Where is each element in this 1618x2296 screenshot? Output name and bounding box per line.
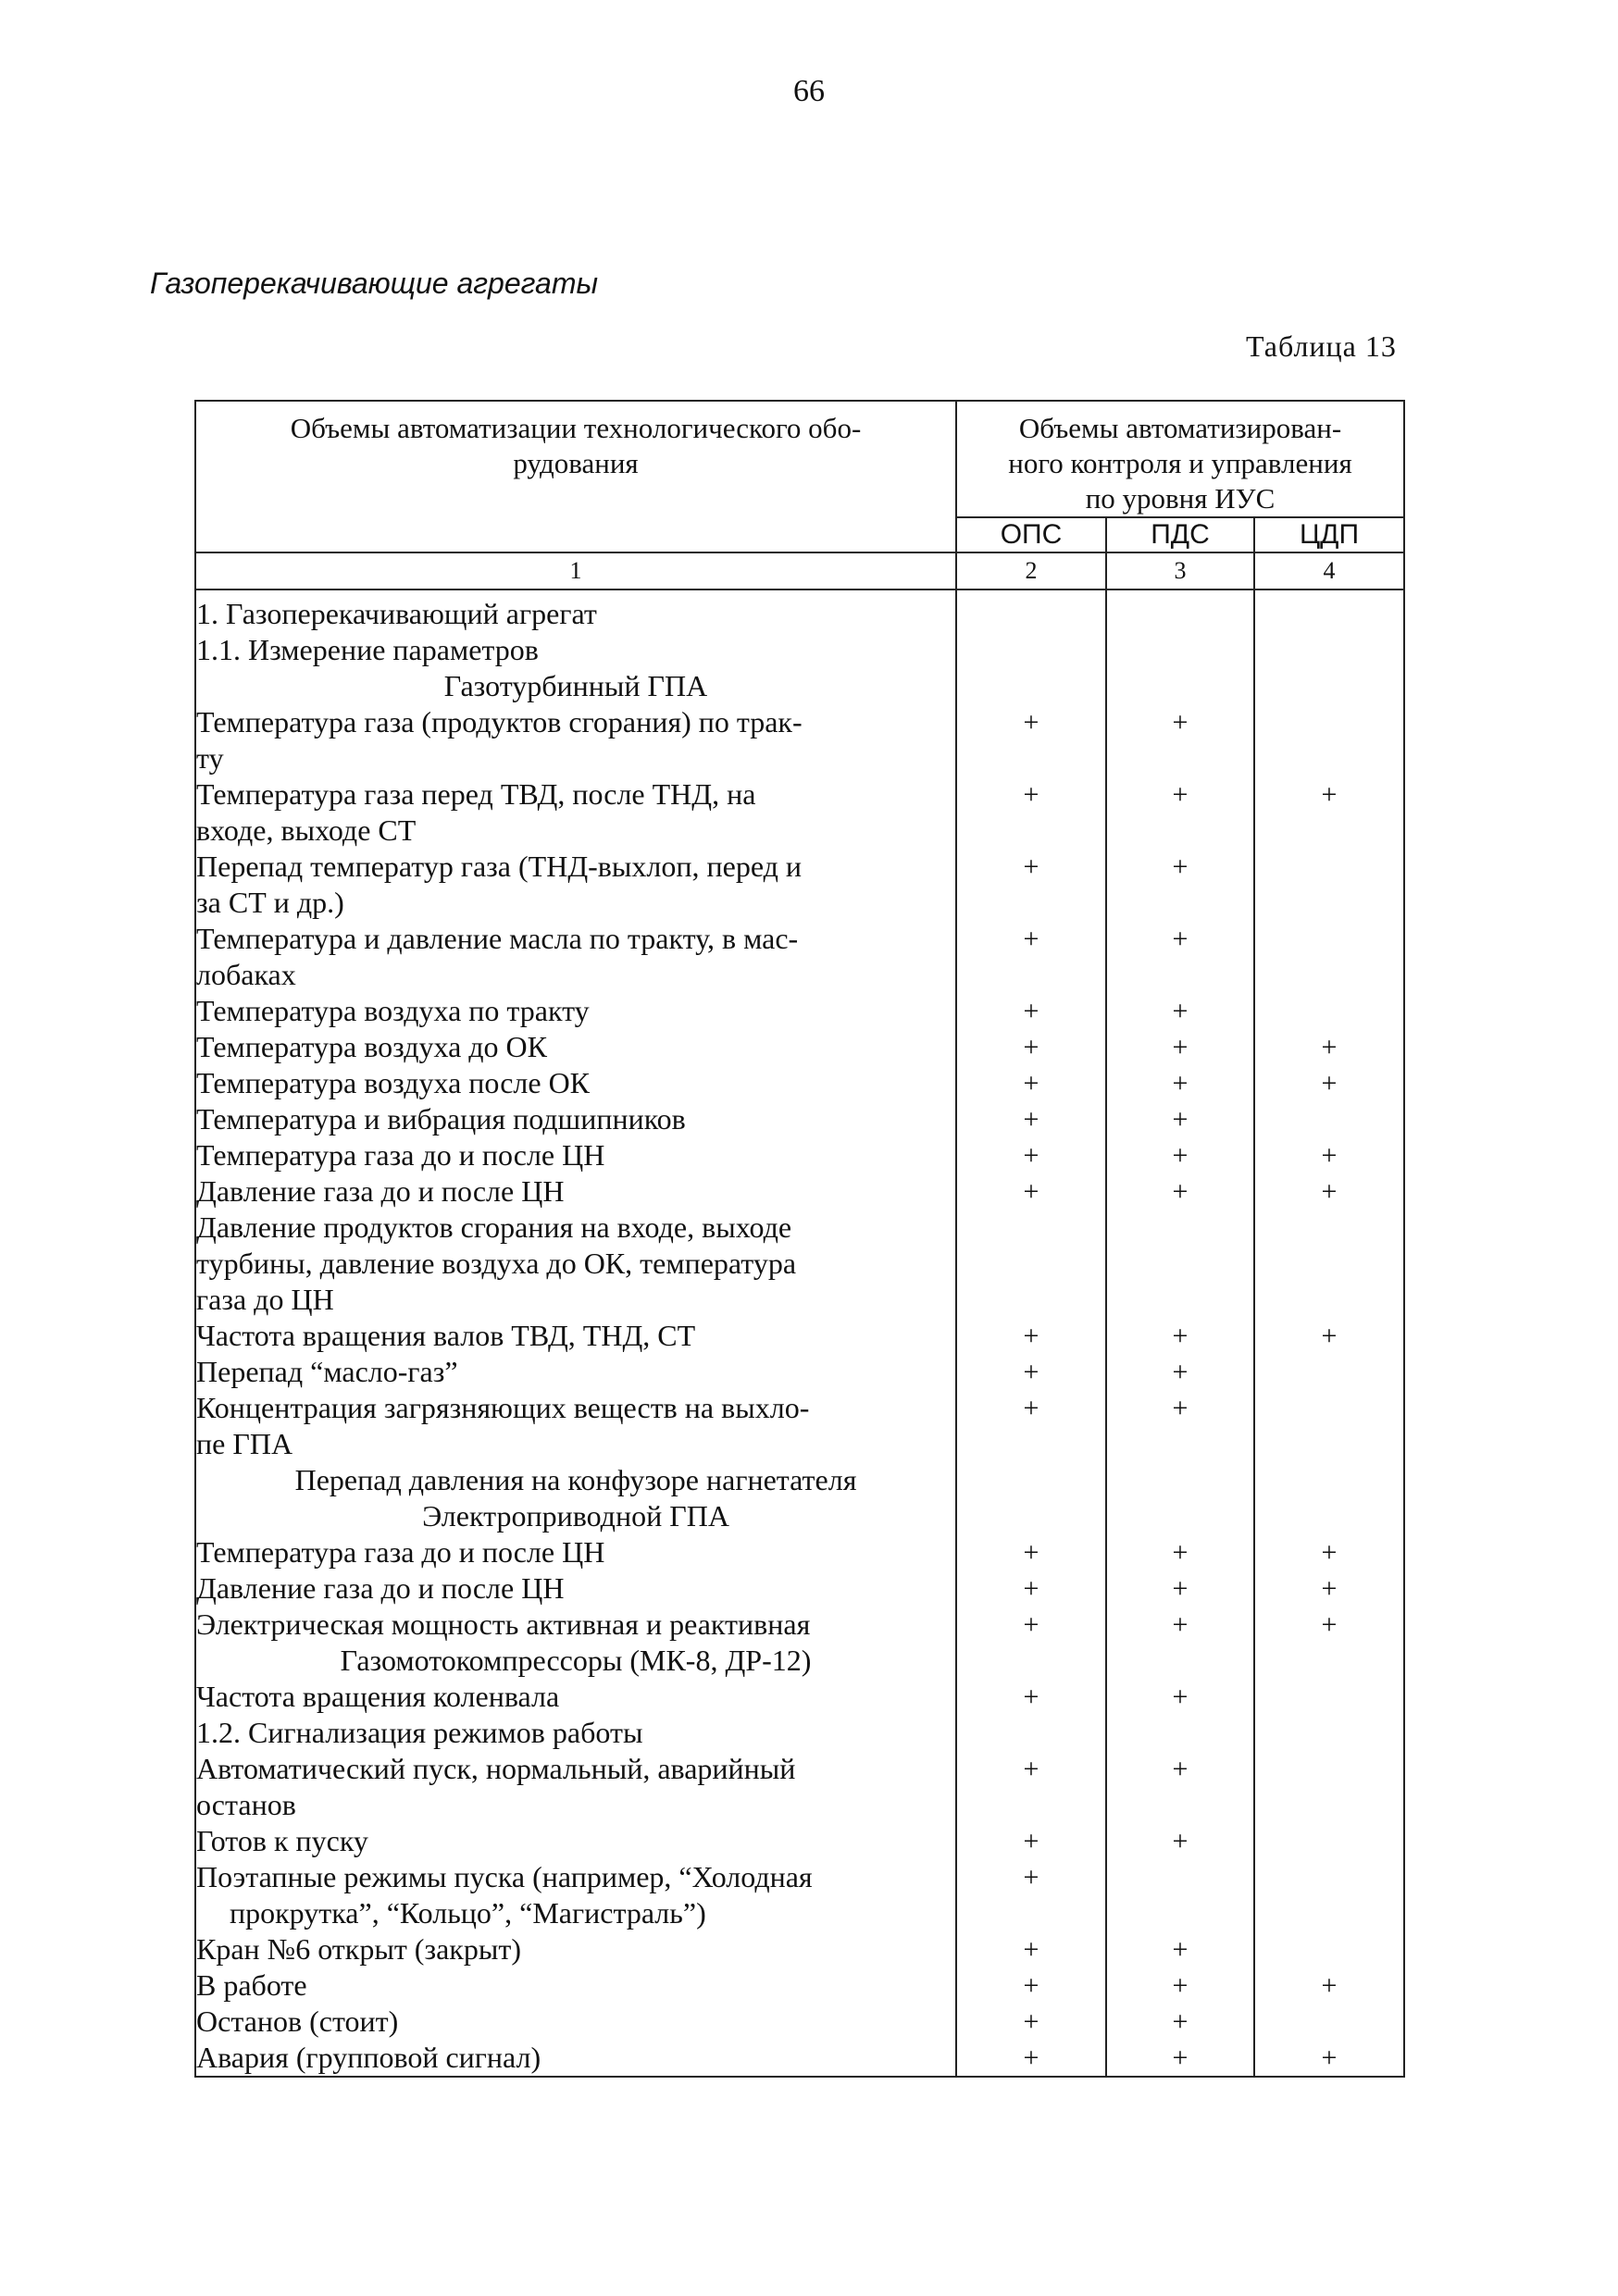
table-row <box>195 2040 1404 2077</box>
mark-ops <box>956 590 1106 632</box>
mark-ops: + <box>956 1679 1106 1715</box>
row-label <box>195 1101 956 1137</box>
row-label-line: Температура воздуха по тракту <box>196 994 590 1027</box>
mark-pds <box>1106 1498 1254 1534</box>
row-label-line: Концентрация загрязняющих веществ на выхло- <box>196 1391 810 1424</box>
row-label-line: Температура газа перед ТВД, после ТНД, на <box>196 777 756 811</box>
row-label-line: Температура газа (продуктов сгорания) по трак- <box>196 705 803 738</box>
mark-cdp <box>1254 849 1404 921</box>
mark-pds: + <box>1106 1931 1254 1967</box>
subheader-cdp: ЦДП <box>1254 517 1404 552</box>
mark-cdp <box>1254 1101 1404 1137</box>
table-row <box>195 921 1404 993</box>
mark-cdp: + <box>1254 1570 1404 1607</box>
row-label <box>195 1462 956 1498</box>
mark-pds: + <box>1106 1029 1254 1065</box>
row-label <box>195 1967 956 2004</box>
row-label <box>195 1823 956 1859</box>
mark-cdp <box>1254 921 1404 993</box>
mark-cdp <box>1254 2004 1404 2040</box>
mark-ops: + <box>956 2040 1106 2077</box>
mark-cdp: + <box>1254 1065 1404 1101</box>
row-label-line: Готов к пуску <box>196 1824 368 1857</box>
row-label-line: турбины, давление воздуха до ОК, температура <box>196 1247 797 1280</box>
mark-cdp <box>1254 1751 1404 1823</box>
row-label-line: 1.1. Измерение параметров <box>196 633 539 666</box>
column-number: 3 <box>1106 552 1254 590</box>
mark-cdp: + <box>1254 1318 1404 1354</box>
table-row <box>195 1318 1404 1354</box>
mark-ops: + <box>956 1101 1106 1137</box>
table-row <box>195 704 1404 776</box>
mark-ops: + <box>956 849 1106 921</box>
row-label-line: Температура воздуха до ОК <box>196 1030 547 1063</box>
mark-cdp <box>1254 668 1404 704</box>
mark-ops: + <box>956 1173 1106 1210</box>
row-label-line: В работе <box>196 1968 307 2002</box>
row-label-line: за СТ и др.) <box>196 886 344 919</box>
table-row <box>195 1390 1404 1462</box>
row-label <box>195 1210 956 1318</box>
section-title: Газоперекачивающие агрегаты <box>150 267 599 300</box>
column-number: 2 <box>956 552 1106 590</box>
row-label <box>195 921 956 993</box>
row-label-line: пе ГПА <box>196 1427 293 1460</box>
mark-ops <box>956 1210 1106 1318</box>
row-label-line: Авария (групповой сигнал) <box>196 2041 541 2074</box>
row-label <box>195 849 956 921</box>
mark-ops <box>956 1643 1106 1679</box>
row-label <box>195 2004 956 2040</box>
row-label-line: Температура газа до и после ЦН <box>196 1138 605 1172</box>
table-row <box>195 1679 1404 1715</box>
mark-cdp <box>1254 632 1404 668</box>
mark-pds: + <box>1106 1751 1254 1823</box>
mark-ops: + <box>956 1967 1106 2004</box>
header-equipment-scope <box>195 401 956 552</box>
mark-pds: + <box>1106 1967 1254 2004</box>
row-label-line: Кран №6 открыт (закрыт) <box>196 1932 521 1966</box>
mark-ops: + <box>956 704 1106 776</box>
row-label <box>195 1390 956 1462</box>
table-row <box>195 1967 1404 2004</box>
mark-cdp <box>1254 1823 1404 1859</box>
row-label <box>195 668 956 704</box>
row-label <box>195 1173 956 1210</box>
mark-ops: + <box>956 1318 1106 1354</box>
mark-cdp: + <box>1254 776 1404 849</box>
mark-cdp <box>1254 590 1404 632</box>
table-row <box>195 632 1404 668</box>
mark-pds <box>1106 1462 1254 1498</box>
row-label <box>195 1643 956 1679</box>
row-label <box>195 1318 956 1354</box>
header-control-scope <box>956 401 1404 517</box>
table-row <box>195 1354 1404 1390</box>
row-label <box>195 590 956 632</box>
mark-pds <box>1106 1210 1254 1318</box>
mark-pds <box>1106 590 1254 632</box>
mark-pds: + <box>1106 849 1254 921</box>
mark-cdp <box>1254 1354 1404 1390</box>
row-label-line: Давление продуктов сгорания на входе, выходе <box>196 1210 792 1244</box>
mark-ops: + <box>956 1751 1106 1823</box>
row-label <box>195 1607 956 1643</box>
mark-pds: + <box>1106 1679 1254 1715</box>
column-number: 1 <box>195 552 956 590</box>
mark-cdp: + <box>1254 1607 1404 1643</box>
mark-pds: + <box>1106 1137 1254 1173</box>
row-label-line: Давление газа до и после ЦН <box>196 1174 565 1208</box>
table-row <box>195 1101 1404 1137</box>
table-row <box>195 1210 1404 1318</box>
mark-pds: + <box>1106 2040 1254 2077</box>
row-label-line: Газомотокомпрессоры (МК-8, ДР-12) <box>340 1644 812 1677</box>
row-label-line: Автоматический пуск, нормальный, аварийный <box>196 1752 796 1785</box>
row-label <box>195 704 956 776</box>
table-row <box>195 1065 1404 1101</box>
row-label <box>195 632 956 668</box>
mark-pds: + <box>1106 1607 1254 1643</box>
mark-cdp: + <box>1254 1967 1404 2004</box>
row-label-line: Перепад температур газа (ТНД-выхлоп, перед и <box>196 850 803 883</box>
table-row <box>195 1498 1404 1534</box>
table-row <box>195 2004 1404 2040</box>
table-row <box>195 776 1404 849</box>
mark-pds: + <box>1106 1101 1254 1137</box>
row-label <box>195 776 956 849</box>
table-row <box>195 1462 1404 1498</box>
row-label <box>195 993 956 1029</box>
mark-pds: + <box>1106 1065 1254 1101</box>
mark-ops: + <box>956 1570 1106 1607</box>
mark-ops: + <box>956 993 1106 1029</box>
table-row <box>195 1570 1404 1607</box>
table-row <box>195 849 1404 921</box>
row-label-line: Газотурбинный ГПА <box>443 669 708 702</box>
table-row <box>195 1029 1404 1065</box>
mark-ops: + <box>956 1534 1106 1570</box>
row-label-line: Температура газа до и после ЦН <box>196 1535 605 1569</box>
mark-cdp <box>1254 1390 1404 1462</box>
table-row <box>195 1534 1404 1570</box>
row-label-line: входе, выходе СТ <box>196 813 417 847</box>
mark-cdp <box>1254 1715 1404 1751</box>
mark-ops: + <box>956 1823 1106 1859</box>
mark-pds: + <box>1106 1318 1254 1354</box>
row-label-line: Поэтапные режимы пуска (например, “Холодная <box>196 1860 813 1893</box>
mark-ops <box>956 668 1106 704</box>
mark-pds <box>1106 1643 1254 1679</box>
mark-pds: + <box>1106 1354 1254 1390</box>
subheader-ops: ОПС <box>956 517 1106 552</box>
row-label-line: 1. Газоперекачивающий агрегат <box>196 597 597 630</box>
table-body <box>195 590 1404 2077</box>
row-label-line: Электроприводной ГПА <box>422 1499 729 1533</box>
row-label-line: Частота вращения валов ТВД, ТНД, СТ <box>196 1319 696 1352</box>
table-row <box>195 1643 1404 1679</box>
row-label-line: Перепад “масло-газ” <box>196 1355 458 1388</box>
mark-pds: + <box>1106 1390 1254 1462</box>
mark-pds: + <box>1106 921 1254 993</box>
mark-pds <box>1106 1715 1254 1751</box>
table-caption: Таблица 13 <box>1246 329 1397 363</box>
subheader-pds: ПДС <box>1106 517 1254 552</box>
row-label-line: Электрическая мощность активная и реактивная <box>196 1607 811 1641</box>
row-label-line: лобаках <box>196 958 296 991</box>
mark-pds: + <box>1106 704 1254 776</box>
row-label <box>195 1029 956 1065</box>
row-label-line: ту <box>196 741 224 775</box>
row-label <box>195 1354 956 1390</box>
mark-ops: + <box>956 1931 1106 1967</box>
table-row <box>195 1173 1404 1210</box>
header-col1-line1: Объемы автоматизации технологического обо- <box>290 412 862 444</box>
row-label <box>195 1137 956 1173</box>
row-label <box>195 2040 956 2077</box>
mark-ops: + <box>956 1390 1106 1462</box>
row-label-line: Температура воздуха после ОК <box>196 1066 591 1099</box>
row-label <box>195 1715 956 1751</box>
mark-ops: + <box>956 921 1106 993</box>
mark-cdp <box>1254 1462 1404 1498</box>
header-group-line3: по уровня ИУС <box>1085 482 1276 515</box>
row-label <box>195 1065 956 1101</box>
row-label-line: прокрутка”, “Кольцо”, “Магистраль”) <box>230 1896 706 1930</box>
mark-cdp <box>1254 1210 1404 1318</box>
row-label-line: Останов (стоит) <box>196 2004 399 2038</box>
header-col1-line2: рудования <box>513 447 639 479</box>
page-number: 66 <box>793 74 825 108</box>
mark-pds: + <box>1106 776 1254 849</box>
mark-ops: + <box>956 1065 1106 1101</box>
mark-cdp: + <box>1254 2040 1404 2077</box>
mark-cdp: + <box>1254 1029 1404 1065</box>
row-label <box>195 1679 956 1715</box>
mark-cdp <box>1254 993 1404 1029</box>
row-label <box>195 1498 956 1534</box>
mark-pds: + <box>1106 2004 1254 2040</box>
mark-cdp <box>1254 1679 1404 1715</box>
mark-ops: + <box>956 2004 1106 2040</box>
table-row <box>195 1859 1404 1931</box>
table-row <box>195 1715 1404 1751</box>
mark-ops: + <box>956 1029 1106 1065</box>
row-label <box>195 1534 956 1570</box>
table-row <box>195 1751 1404 1823</box>
table-row <box>195 1607 1404 1643</box>
row-label-line: газа до ЦН <box>196 1283 334 1316</box>
row-label-line: Давление газа до и после ЦН <box>196 1571 565 1605</box>
mark-cdp <box>1254 1859 1404 1931</box>
mark-cdp <box>1254 1931 1404 1967</box>
mark-pds: + <box>1106 993 1254 1029</box>
mark-pds: + <box>1106 1173 1254 1210</box>
table-row <box>195 1823 1404 1859</box>
mark-pds <box>1106 632 1254 668</box>
mark-cdp: + <box>1254 1534 1404 1570</box>
table-row <box>195 1931 1404 1967</box>
row-label-line: Температура и давление масла по тракту, в мас- <box>196 922 799 955</box>
row-label-line: 1.2. Сигнализация режимов работы <box>196 1716 643 1749</box>
mark-ops <box>956 632 1106 668</box>
mark-ops: + <box>956 1607 1106 1643</box>
mark-ops: + <box>956 776 1106 849</box>
row-label <box>195 1859 956 1931</box>
mark-cdp <box>1254 1643 1404 1679</box>
mark-pds: + <box>1106 1570 1254 1607</box>
mark-cdp: + <box>1254 1137 1404 1173</box>
row-label-line: Частота вращения коленвала <box>196 1680 560 1713</box>
row-label <box>195 1931 956 1967</box>
mark-pds: + <box>1106 1534 1254 1570</box>
row-label-line: Перепад давления на конфузоре нагнетателя <box>294 1463 857 1496</box>
mark-ops <box>956 1498 1106 1534</box>
mark-cdp <box>1254 704 1404 776</box>
column-number: 4 <box>1254 552 1404 590</box>
table-row <box>195 590 1404 632</box>
row-label <box>195 1570 956 1607</box>
row-label <box>195 1751 956 1823</box>
mark-cdp: + <box>1254 1173 1404 1210</box>
mark-ops <box>956 1715 1106 1751</box>
mark-pds <box>1106 668 1254 704</box>
mark-pds <box>1106 1859 1254 1931</box>
table-row <box>195 993 1404 1029</box>
row-label-line: Температура и вибрация подшипников <box>196 1102 686 1136</box>
mark-ops: + <box>956 1137 1106 1173</box>
table-row <box>195 1137 1404 1173</box>
header-group-line2: ного контроля и управления <box>1008 447 1352 479</box>
row-label-line: останов <box>196 1788 296 1821</box>
header-group-line1: Объемы автоматизирован- <box>1018 412 1342 444</box>
mark-cdp <box>1254 1498 1404 1534</box>
automation-table <box>194 400 1405 2078</box>
table-row <box>195 668 1404 704</box>
mark-ops: + <box>956 1859 1106 1931</box>
mark-pds: + <box>1106 1823 1254 1859</box>
mark-ops: + <box>956 1354 1106 1390</box>
mark-ops <box>956 1462 1106 1498</box>
